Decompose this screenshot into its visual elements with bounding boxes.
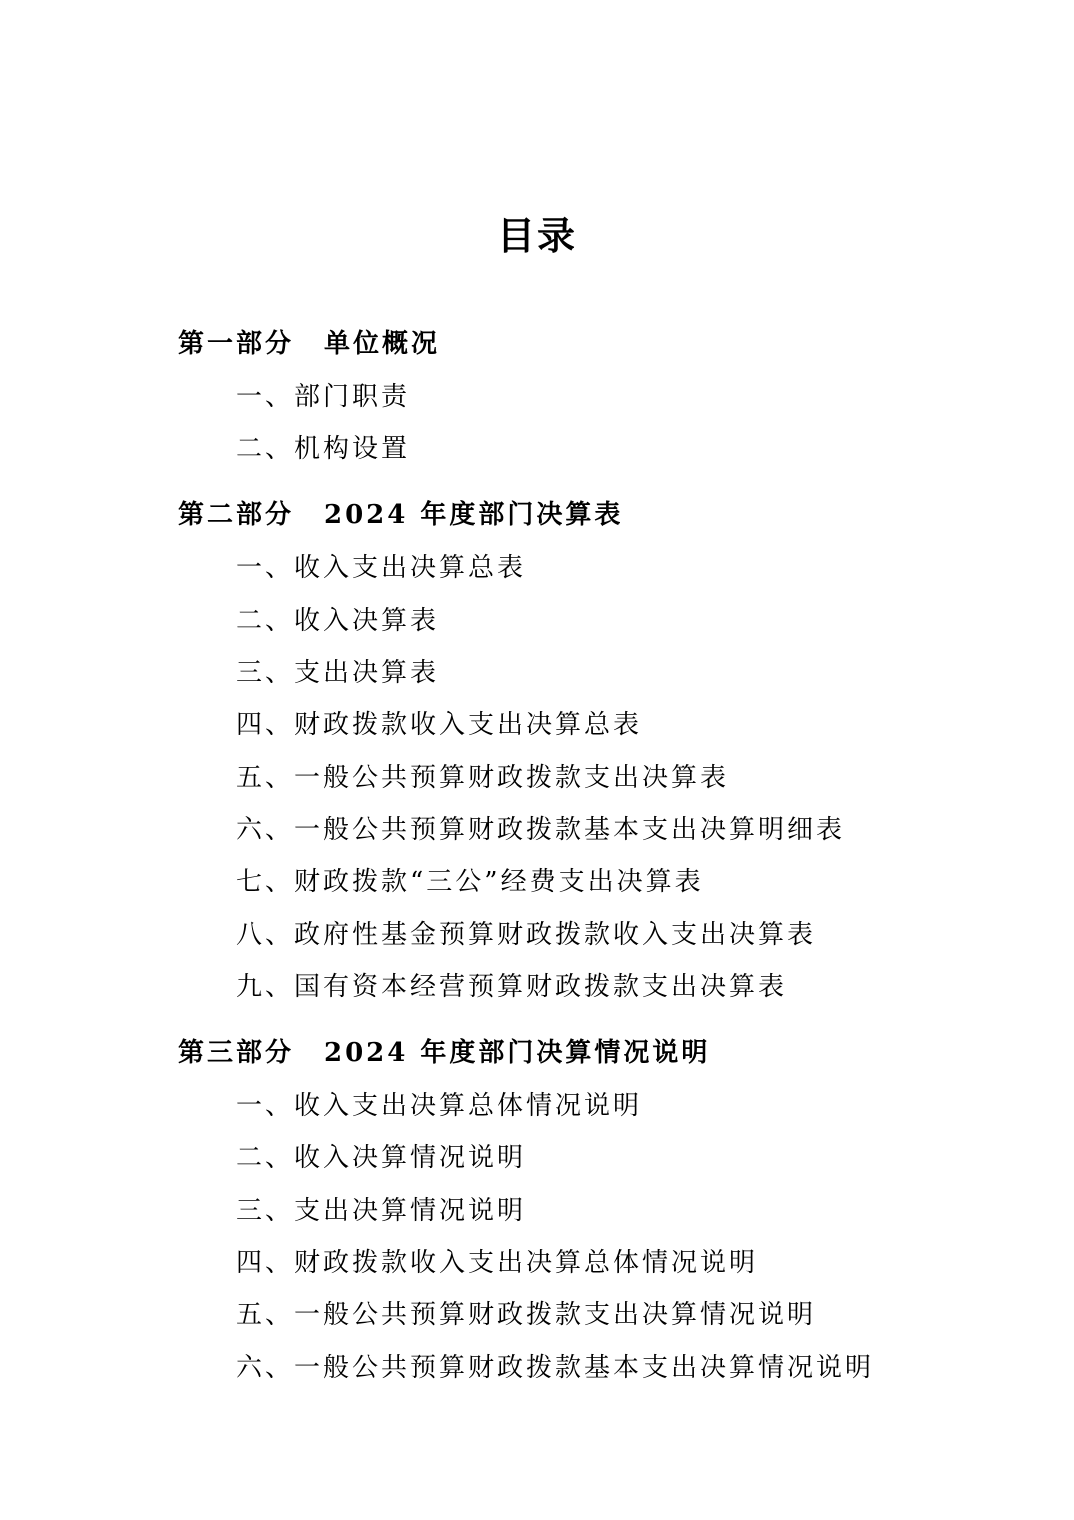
toc-item[interactable]: 二、机构设置 xyxy=(236,434,411,464)
toc-part-3[interactable] xyxy=(178,1035,710,1071)
toc-part-label: 第二部分 xyxy=(178,500,295,530)
toc-item[interactable]: 五、一般公共预算财政拨款支出决算情况说明 xyxy=(236,1300,817,1330)
toc-item[interactable]: 九、国有资本经营预算财政拨款支出决算表 xyxy=(236,972,788,1002)
toc-item[interactable]: 一、收入支出决算总体情况说明 xyxy=(236,1091,643,1121)
toc-item[interactable]: 六、一般公共预算财政拨款基本支出决算情况说明 xyxy=(236,1353,875,1383)
toc-title: 目录 xyxy=(496,214,577,258)
toc-item[interactable]: 六、一般公共预算财政拨款基本支出决算明细表 xyxy=(236,815,846,845)
toc-item[interactable]: 七、财政拨款“三公”经费支出决算表 xyxy=(236,867,704,897)
toc-item[interactable]: 八、政府性基金预算财政拨款收入支出决算表 xyxy=(236,920,817,950)
toc-part-title: 2024 年度部门决算表 xyxy=(324,500,624,530)
toc-item[interactable]: 四、财政拨款收入支出决算总体情况说明 xyxy=(236,1248,759,1278)
toc-item[interactable]: 三、支出决算表 xyxy=(236,658,440,688)
toc-part-1[interactable] xyxy=(178,326,440,362)
toc-part-label: 第一部分 xyxy=(178,329,295,359)
toc-item[interactable]: 二、收入决算表 xyxy=(236,606,440,636)
toc-item[interactable]: 四、财政拨款收入支出决算总表 xyxy=(236,710,643,740)
toc-item[interactable]: 二、收入决算情况说明 xyxy=(236,1143,527,1173)
toc-part-2[interactable] xyxy=(178,497,623,533)
toc-part-title: 2024 年度部门决算情况说明 xyxy=(324,1038,711,1068)
toc-item[interactable]: 一、部门职责 xyxy=(236,382,411,412)
toc-item[interactable]: 三、支出决算情况说明 xyxy=(236,1196,527,1226)
toc-item[interactable]: 一、收入支出决算总表 xyxy=(236,553,527,583)
toc-part-label: 第三部分 xyxy=(178,1038,295,1068)
toc-item[interactable]: 五、一般公共预算财政拨款支出决算表 xyxy=(236,763,730,793)
toc-part-title: 单位概况 xyxy=(324,329,441,359)
